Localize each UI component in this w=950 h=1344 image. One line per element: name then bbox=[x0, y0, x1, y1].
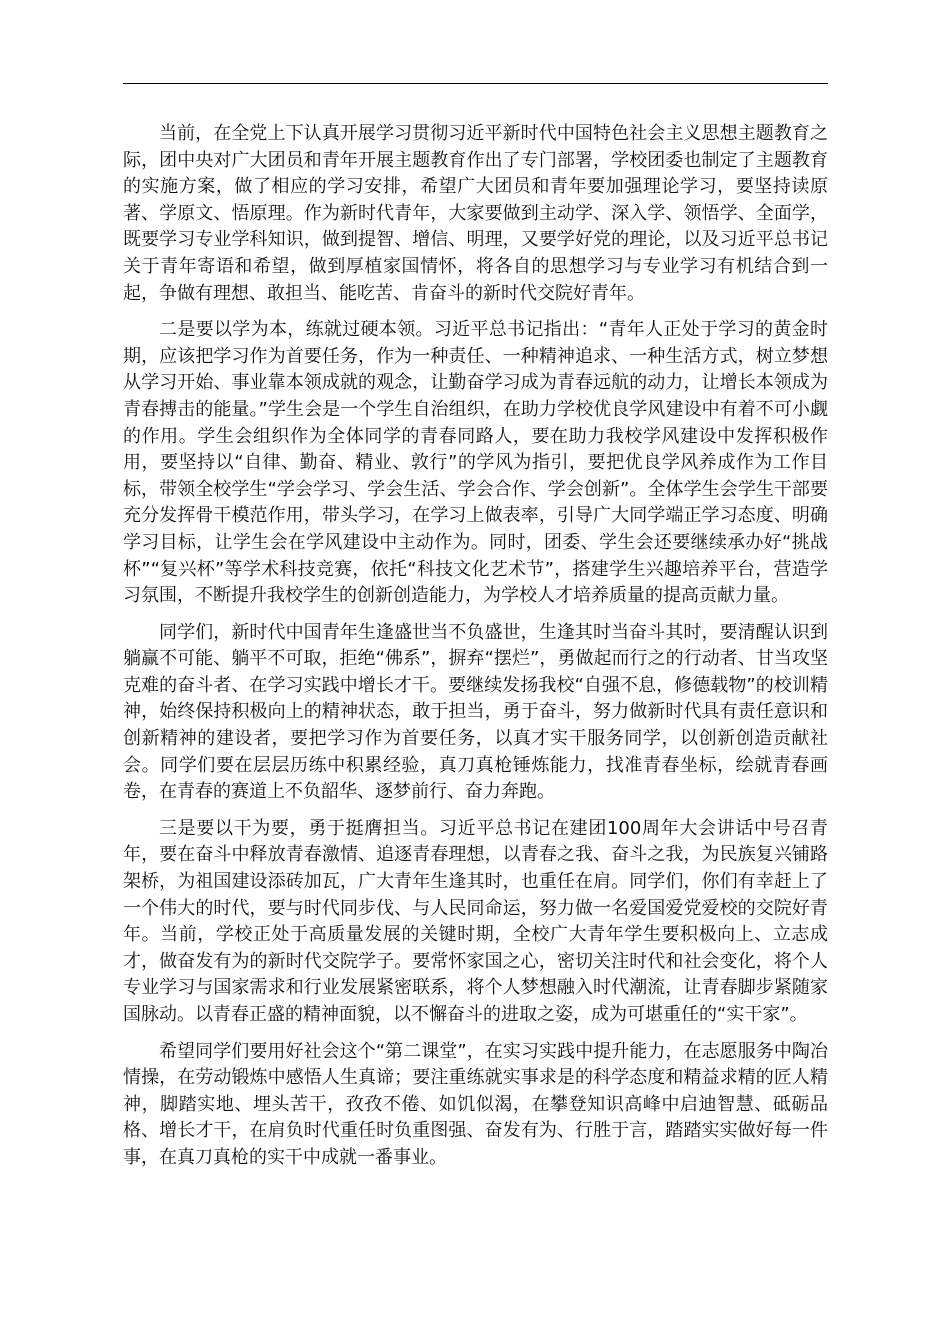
document-body bbox=[123, 121, 828, 1182]
paragraph-4: 三是要以干为要，勇于挺膺担当。习近平总书记在建团100周年大会讲话中号召青年，要在奋斗中释放青春激情、追逐青春理想，以青春之我、奋斗之我，为民族复兴铺路架桥，为祖国建设添砖加瓦，广大青年生逢其时，也重任在肩。同学们，你们有幸赶上了一个伟大的时代，要与时代同步伐、与人民同命运，努力做一名爱国爱党爱校的交院好青年。当前，学校正处于高质量发展的关键时期，全校广大青年学生要积极向上、立志成才，做奋发有为的新时代交院学子。要常怀家国之心，密切关注时代和社会变化，将个人专业学习与国家需求和行业发展紧密联系，将个人梦想融入时代潮流，让青春脚步紧随家国脉动。以青春正盛的精神面貌，以不懈奋斗的进取之姿，成为可堪重任的“实干家”。 bbox=[123, 817, 828, 1025]
header-rule bbox=[123, 83, 828, 84]
paragraph-1: 当前，在全党上下认真开展学习贯彻习近平新时代中国特色社会主义思想主题教育之际，团中央对广大团员和青年开展主题教育作出了专门部署，学校团委也制定了主题教育的实施方案，做了相应的学习安排，希望广大团员和青年要加强理论学习，要坚持读原著、学原文、悟原理。作为新时代青年，大家要做到主动学、深入学、领悟学、全面学，既要学习专业学科知识，做到提智、增信、明理，又要学好党的理论，以及习近平总书记关于青年寄语和希望，做到厚植家国情怀，将各自的思想学习与专业学习有机结合到一起，争做有理想、敢担当、能吃苦、肯奋斗的新时代交院好青年。 bbox=[123, 123, 828, 304]
paragraph-5: 希望同学们要用好社会这个“第二课堂”，在实习实践中提升能力，在志愿服务中陶冶情操，在劳动锻炼中感悟人生真谛；要注重练就实事求是的科学态度和精益求精的匠人精神，脚踏实地、埋头苦干，孜孜不倦、如饥似渴，在攀登知识高峰中启迪智慧、砥砺品格、增长才干，在肩负时代重任时负重图强、奋发有为、行胜于言，踏踏实实做好每一件事，在真刀真枪的实干中成就一番事业。 bbox=[123, 1040, 828, 1168]
paragraph-2: 二是要以学为本，练就过硬本领。习近平总书记指出：“青年人正处于学习的黄金时期，应该把学习作为首要任务，作为一种责任、一种精神追求、一种生活方式，树立梦想从学习开始、事业靠本领成就的观念，让勤奋学习成为青春远航的动力，让增长本领成为青春搏击的能量。”学生会是一个学生自治组织，在助力学校优良学风建设中有着不可小觑的作用。学生会组织作为全体同学的青春同路人，要在助力我校学风建设中发挥积极作用，要坚持以“自律、勤奋、精业、敦行”的学风为指引，要把优良学风养成作为工作目标，带领全校学生“学会学习、学会生活、学会合作、学会创新”。全体学生会学生干部要充分发挥骨干模范作用，带头学习，在学习上做表率，引导广大同学端正学习态度、明确学习目标，让学生会在学风建设中主动作为。同时，团委、学生会还要继续承办好“挑战杯”“复兴杯”等学术科技竞赛，依托“科技文化艺术节”，搭建学生兴趣培养平台，营造学习氛围，不断提升我校学生的创新创造能力，为学校人才培养质量的提高贡献力量。 bbox=[123, 319, 828, 607]
paragraph-3: 同学们，新时代中国青年生逢盛世当不负盛世，生逢其时当奋斗其时，要清醒认识到躺赢不可能、躺平不可取，拒绝“佛系”，摒弃“摆烂”，勇做起而行之的行动者、甘当攻坚克难的奋斗者、在学习实践中增长才干。要继续发扬我校“自强不息，修德载物”的校训精神，始终保持积极向上的精神状态，敢于担当，勇于奋斗，努力做新时代具有责任意识和创新精神的建设者，要把学习作为首要任务，以真才实干服务同学，以创新创造贡献社会。同学们要在层层历练中积累经验，真刀真枪锤炼能力，找准青春坐标，绘就青春画卷，在青春的赛道上不负韶华、逐梦前行、奋力奔跑。 bbox=[123, 621, 828, 803]
